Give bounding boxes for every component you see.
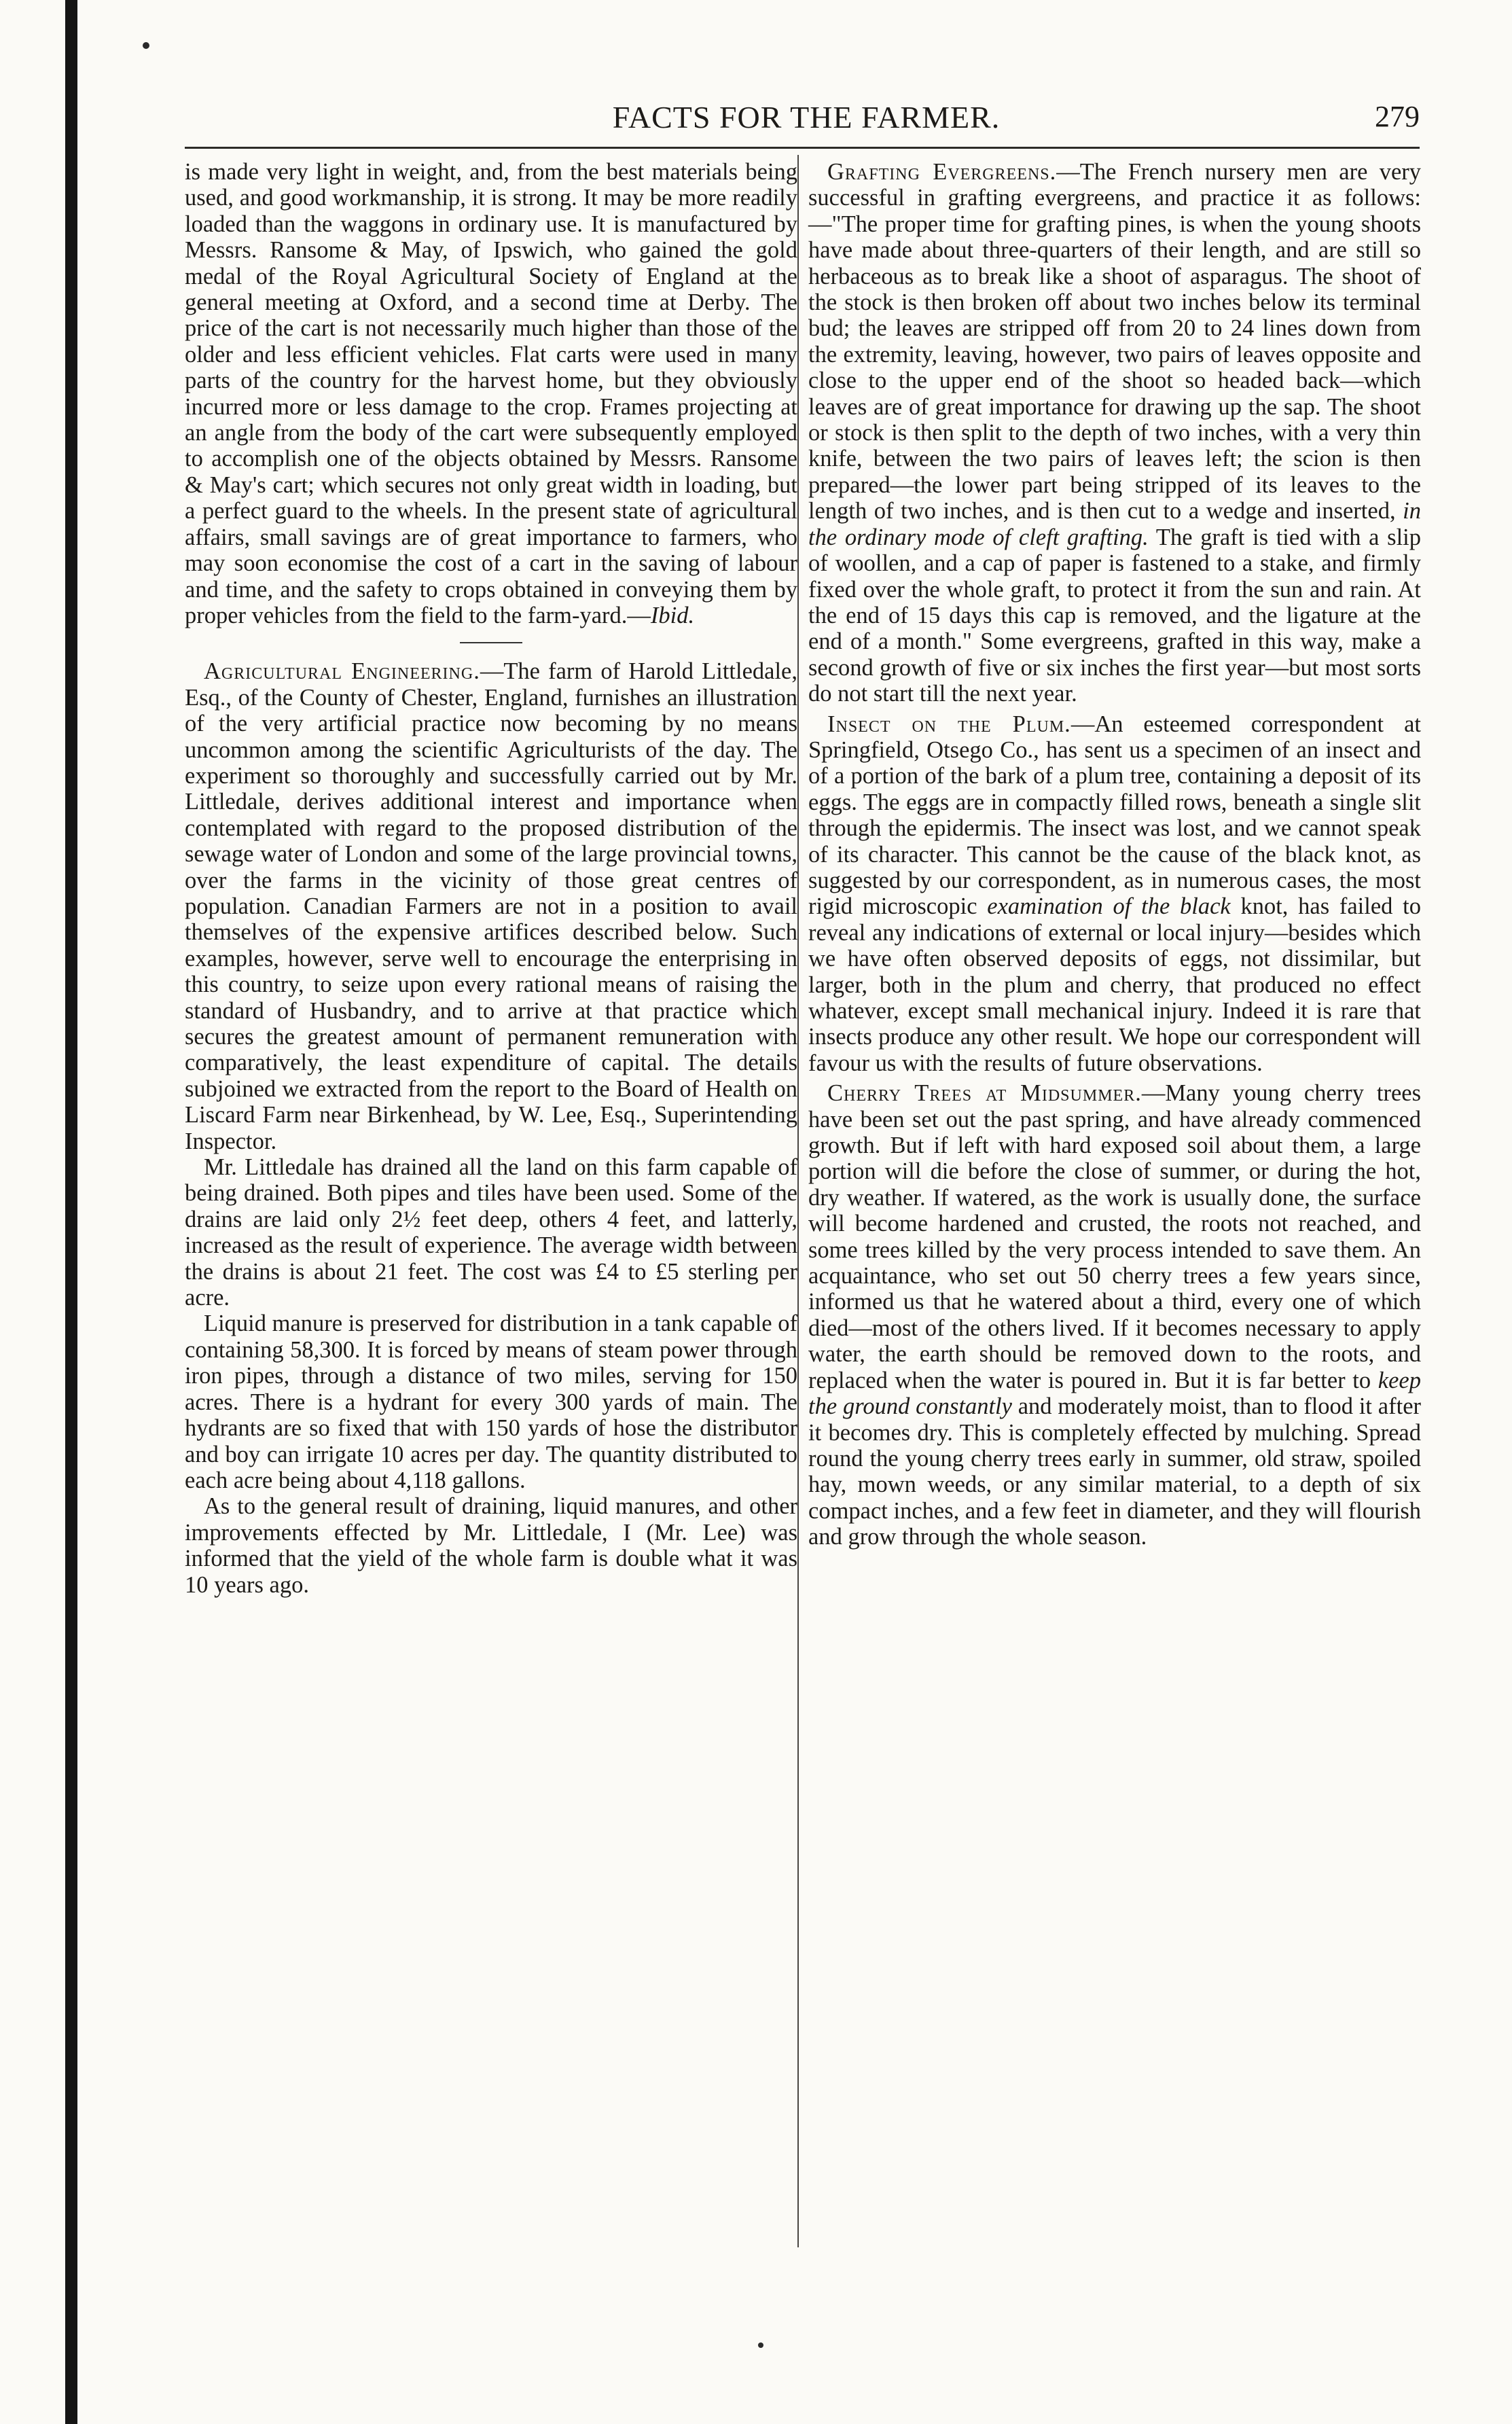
left-column [185, 159, 797, 1598]
section-heading: Insect on the Plum. [827, 711, 1071, 737]
running-title: FACTS FOR THE FARMER. [612, 100, 1001, 135]
section-heading: Agricultural Engineering. [204, 658, 480, 685]
scan-speck [758, 2342, 763, 2348]
paragraph-text: —The farm of Harold Littledale, Esq., of the County of Chester, England, furnishes an illustration of the very artificial practice now becoming by no means uncommon among the scientific Agriculturists of the day. The experiment so thoroughly and successfully carried out by Mr. Littledale, derives additional interest and importance when contemplated with regard to the proposed distribution of the sewage water of London and some of the large provincial towns, over the farms in the vicinity of those great centres of population. Canadian Farmers are not in a position to avail themselves of the expensive artifices described below. Such examples, however, serve well to encourage the enterprising in this country, to seize upon every rational means of raising the standard of Husbandry, and to arrive at that practice which secures the greatest amount of permanent remuneration with comparatively, the least expenditure of capital. The details subjoined we extracted from the report to the Board of Health on Liscard Farm near Birkenhead, by W. Lee, Esq., Superintending Inspector. [185, 658, 797, 1154]
page-header [185, 99, 1428, 140]
column-divider [797, 155, 799, 2247]
general-result-paragraph: As to the general result of draining, liquid manures, and other improvements effected by Mr. Littledale, I (Mr. Lee) was informed that the yield of the whole farm is double what it was 10 years ago. [185, 1493, 797, 1598]
cart-paragraph [185, 159, 797, 628]
italic-phrase: examination of the black [987, 893, 1231, 920]
grafting-evergreens-paragraph [808, 159, 1421, 707]
paragraph-text: —Many young cherry trees have been set out the past spring, and have already commenced growth. But if left with hard exposed soil about them, a large portion will die before the close of summer, or during the hot, dry weather. If watered, as the work is usually done, the surface will become hardened and crusted, the roots not reached, and some trees killed by the very process intended to save them. An acquaintance, who set out 50 cherry trees a few years since, informed us that he watered about a third, every one of which died—most of the others lived. If it becomes necessary to apply water, the earth should be removed down to the roots, and replaced when the water is poured in. But it is far better to [808, 1080, 1422, 1393]
cherry-trees-paragraph [808, 1080, 1421, 1550]
paragraph-text: —The French nursery men are very successful in grafting evergreens, and practice it as follows:—"The proper time for grafting pines, is when the young shoots have made about three-quarters of their length, and are still so herbaceous as to break like a shoot of asparagus. The shoot of the stock is then broken off about two inches below its terminal bud; the leaves are stripped off from 20 to 24 lines down from the extremity, leaving, however, two pairs of leaves opposite and close to the upper end of the shoot so headed back—which leaves are of great importance for drawing up the sap. The shoot or stock is then split to the depth of two inches, with a very thin knife, between the two pairs of leaves left; the scion is then prepared—the lower part being stripped of its leaves to the length of two inches, and is then cut to a wedge and inserted, [808, 159, 1421, 524]
paragraph-text: The graft is tied with a slip of woollen, and a cap of paper is fastened to a stake, and firmly fixed over the whole graft, to protect it from the sun and rain. At the end of 15 days this cap is removed, and the ligature at the end of a month." Some evergreens, grafted in this way, make a second growth of five or six inches the first year—but most sorts do not start till the next year. [808, 524, 1421, 707]
agricultural-engineering-paragraph [185, 658, 797, 1154]
source-citation: Ibid. [650, 602, 695, 628]
section-heading: Grafting Evergreens. [827, 159, 1057, 185]
liquid-manure-paragraph: Liquid manure is preserved for distribution in a tank capable of containing 58,300. It is forced by means of steam power through iron pipes, through a distance of two miles, serving for 150 acres. There is a hydrant for every 300 yards of main. The hydrants are so fixed that with 150 yards of hose the distributor and boy can irrigate 10 acres per day. The quantity distributed to each acre being about 4,118 gallons. [185, 1311, 797, 1493]
header-rule [185, 147, 1420, 149]
cart-text: is made very light in weight, and, from the best materials being used, and good workmanship, it is strong. It may be more readily loaded than the waggons in ordinary use. It is manufactured by Messrs. Ransome & May, of Ipswich, who gained the gold medal of the Royal Agricultural Society of England at the general meeting at Oxford, and a second time at Derby. The price of the cart is not necessarily much higher than those of the older and less efficient vehicles. Flat carts were used in many parts of the country for the harvest home, but they obviously incurred more or less damage to the crop. Frames projecting at an angle from the body of the cart were subsequently employed to accomplish one of the objects obtained by Messrs. Ransome & May's cart; which secures not only great width in loading, but a perfect guard to the wheels. In the present state of agricultural affairs, small savings are of great importance to farmers, who may soon economise the cost of a cart in the saving of labour and time, and the safety to crops obtained in conveying them by proper vehicles from the field to the farm-yard.— [185, 159, 797, 628]
italic-phrase: keep the ground constantly [808, 1367, 1421, 1420]
section-separator [460, 642, 522, 643]
paragraph-text: and moderately moist, than to flood it after it becomes dry. This is completely effected by mulching. Spread round the young cherry trees early in summer, old straw, spoiled hay, mown weeds, or any similar material, to a depth of six compact inches, and a few feet in diameter, and they will flourish and grow through the whole season. [808, 1393, 1422, 1550]
italic-phrase: in the ordinary mode of cleft grafting. [808, 498, 1421, 550]
scan-edge-bar [65, 0, 77, 2424]
scan-speck [143, 42, 149, 49]
right-column [808, 159, 1421, 1550]
insect-on-plum-paragraph [808, 711, 1421, 1077]
section-heading: Cherry Trees at Midsummer. [827, 1080, 1142, 1107]
page-number: 279 [1375, 100, 1420, 133]
paragraph-text: knot, has failed to reveal any indications of external or local injury—besides which we have often observed deposits of eggs, not dissimilar, but larger, both in the plum and cherry, that produced no effect whatever, except small mechanical injury. Indeed it is rare that insects produce any other result. We hope our correspondent will favour us with the results of future observations. [808, 893, 1421, 1076]
paragraph-text: —An esteemed correspondent at Springfield, Otsego Co., has sent us a specimen of an insect and of a portion of the bark of a plum tree, containing a deposit of its eggs. The eggs are in compactly filled rows, beneath a single slit through the epidermis. The insect was lost, and we cannot speak of its character. This cannot be the cause of the black knot, as suggested by our correspondent, as in numerous cases, the most rigid microscopic [808, 711, 1421, 920]
drainage-paragraph: Mr. Littledale has drained all the land on this farm capable of being drained. Both pipes and tiles have been used. Some of the drains are laid only 2½ feet deep, others 4 feet, and latterly, increased as the result of experience. The average width between the drains is about 21 feet. The cost was £4 to £5 sterling per acre. [185, 1154, 797, 1311]
